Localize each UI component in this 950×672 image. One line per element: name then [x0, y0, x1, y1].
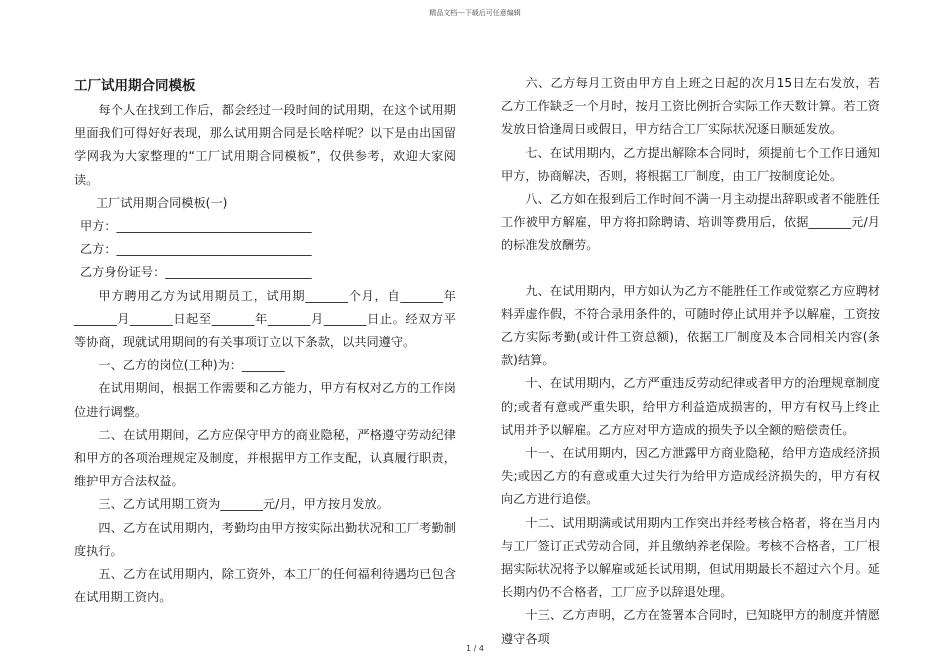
clause-12: 十二、试用期满或试用期内工作突出并经考核合格者，将在当月内与工厂签订正式劳动合同，并且缴纳养老保险。考核不合格者，工厂根据实际状况将予以解雇或延长试用期，但试用期最长不超过六个月。延长期内仍不合格者，工厂应予以辞退处理。: [501, 515, 880, 600]
party-a-line: 甲方：________________________________: [80, 219, 312, 234]
page-number: 1 / 4: [466, 644, 484, 653]
clause-11: 十一、在试用期内，因乙方泄露甲方商业隐秘，给甲方造成经济损失;或因乙方的有意或重大过失行为给甲方造成经济损失的，甲方有权向乙方进行追偿。: [501, 446, 880, 507]
clause-10: 十、在试用期内，乙方严重违反劳动纪律或者甲方的治理规章制度的;或者有意或严重失职，给甲方利益造成损害的，甲方有权马上终止试用并予以解雇。乙方应对甲方造成的损失予以全额的赔偿责任。: [501, 376, 880, 437]
page-header: 精品文档---下载后可任意编辑: [429, 9, 521, 17]
left-column: [74, 72, 456, 609]
clause-7: 七、在试用期内，乙方提出解除本合同时，须提前七个工作日通知甲方，协商解决，否则，将根据工厂制度，由工厂按制度论处。: [501, 145, 880, 183]
right-column: [501, 72, 880, 651]
clause-2: 二、在试用期间，乙方应保守甲方的商业隐秘，严格遵守劳动纪律和甲方的各项治理规定及制度，并根据甲方工作支配，认真履行职责，维护甲方合法权益。: [74, 427, 456, 489]
template-subtitle: 工厂试用期合同模板(一): [96, 195, 228, 210]
contract-terms-paragraph: 甲方聘用乙方为试用期员工，试用期_______个月，自_______年_______月_______日起至_______年_______月_______日止。经双方平等协商，现就试用期间的有关事项订立以下条款，以共同遵守。: [74, 288, 456, 350]
clause-9: 九、在试用期内，甲方如认为乙方不能胜任工作或觉察乙方应聘材料弄虚作假，不符合录用条件的，可随时停止试用并予以解雇，工资按乙方实际考勤(或计件工资总额)，依据工厂制度及本合同相关内容(条款)结算。: [501, 283, 880, 368]
clause-13: 十三、乙方声明，乙方在签署本合同时，已知晓甲方的制度并情愿遵守各项: [501, 608, 880, 646]
clause-1: 一、乙方的岗位(工种)为：_______: [98, 358, 285, 373]
party-b-line: 乙方：________________________________: [80, 242, 312, 257]
party-b-id-line: 乙方身份证号：________________________: [80, 265, 312, 280]
clause-8: 八、乙方如在报到后工作时间不满一月主动提出辞职或者不能胜任工作被甲方解雇，甲方将扣除聘请、培训等费用后，依据_______元/月的标准发放酬劳。: [501, 192, 880, 253]
clause-3: 三、乙方试用期工资为_______元/月，甲方按月发放。: [98, 497, 389, 512]
paragraph-gap: [501, 258, 880, 280]
clause-6: 六、乙方每月工资由甲方自上班之日起的次月15日左右发放，若乙方工作缺乏一个月时，按月工资比例折合实际工作天数计算。若工资发放日恰逢周日或假日，甲方结合工厂实际状况逐日顺延发放。: [501, 76, 880, 137]
clause-5: 五、乙方在试用期内，除工资外，本工厂的任何福利待遇均已包含在试用期工资内。: [74, 567, 456, 605]
intro-paragraph: 每个人在找到工作后，都会经过一段时间的试用期，在这个试用期里面我们可得好好表现，那么试用期合同是长啥样呢？以下是由出国留学网我为大家整理的“工厂试用期合同模板”，仅供参考，欢迎大家阅读。: [74, 103, 456, 187]
clause-4: 四、乙方在试用期内，考勤均由甲方按实际出勤状况和工厂考勤制度执行。: [74, 520, 456, 558]
clause-1-detail: 在试用期间，根据工作需要和乙方能力，甲方有权对乙方的工作岗位进行调整。: [74, 381, 456, 419]
document-title: 工厂试用期合同模板: [74, 78, 196, 94]
